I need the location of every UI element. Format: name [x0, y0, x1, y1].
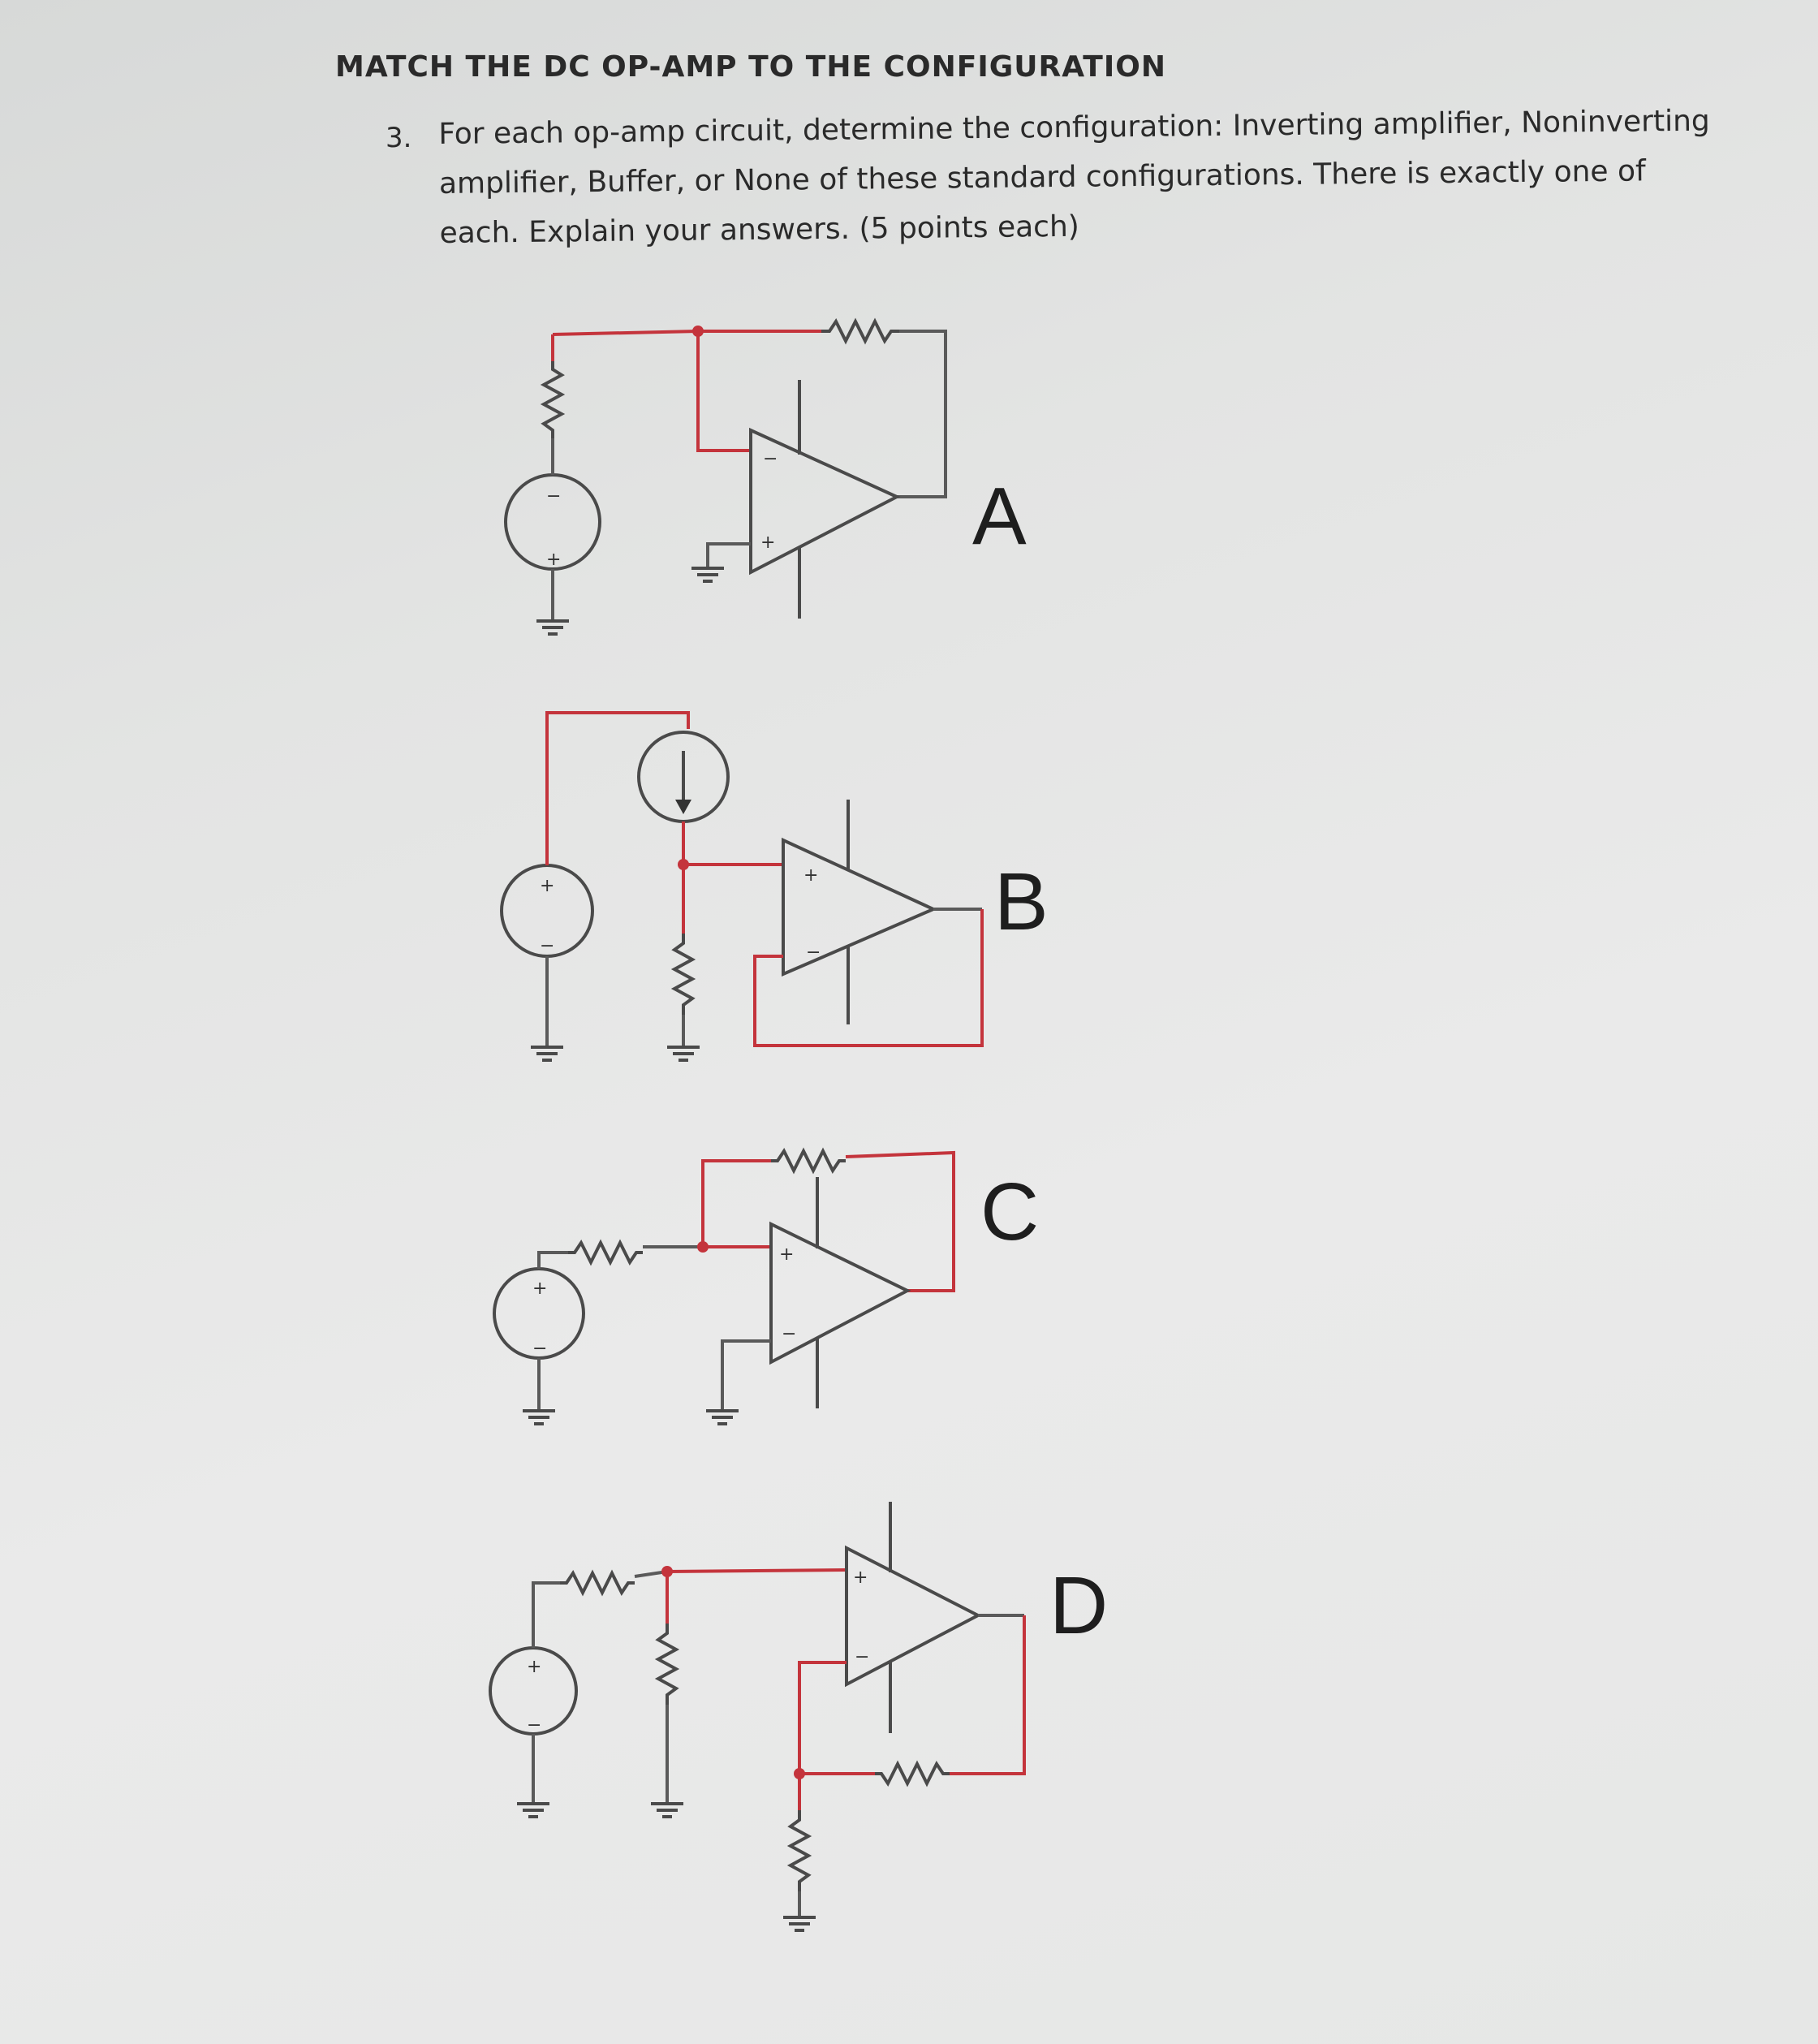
resistor-icon	[568, 1243, 643, 1262]
question-text: For each op-amp circuit, determine the configuration: Inverting amplifier, Noninverting amplifier, Buffer, or None of these standard configurations. There is exactly one of each. Explain your answers. (5 points each)	[438, 104, 1710, 250]
ground-icon	[517, 1804, 549, 1817]
inverting-input-sign-c: −	[782, 1324, 797, 1344]
circuit-b	[502, 713, 1049, 1060]
noninverting-input-sign-d: +	[853, 1567, 868, 1588]
ground-icon	[651, 1804, 683, 1817]
ground-icon	[667, 1047, 700, 1060]
source-minus-sign-b: −	[540, 936, 555, 956]
inverting-input-sign-d: −	[855, 1647, 870, 1667]
source-plus-sign-d: +	[527, 1657, 542, 1677]
ground-icon	[706, 1411, 739, 1424]
source-plus-sign-b: +	[540, 876, 555, 896]
noninverting-input-sign-c: +	[779, 1244, 795, 1265]
arrow-down-icon	[675, 800, 691, 814]
circuit-a	[506, 321, 1027, 634]
source-minus-sign-a: −	[546, 486, 562, 507]
resistor-icon	[658, 1624, 676, 1705]
resistor-icon	[544, 361, 562, 438]
inverting-input-sign-b: −	[806, 942, 821, 963]
label-b: B	[994, 856, 1049, 947]
ground-icon	[783, 1917, 816, 1930]
source-plus-sign-a: +	[546, 550, 562, 570]
resistor-icon	[560, 1573, 635, 1593]
resistor-icon	[875, 1764, 950, 1783]
ground-icon	[523, 1411, 555, 1424]
circuit-d	[490, 1502, 1108, 1930]
source-plus-sign-c: +	[532, 1279, 548, 1299]
circuit-c	[494, 1151, 1039, 1424]
ground-icon	[536, 621, 569, 634]
noninverting-input-sign-a: +	[760, 533, 776, 553]
label-d: D	[1049, 1560, 1109, 1651]
section-heading: MATCH THE DC OP-AMP TO THE CONFIGURATION	[335, 50, 1166, 84]
inverting-input-sign-a: −	[763, 449, 778, 469]
source-minus-sign-c: −	[532, 1339, 548, 1359]
question-number: 3.	[386, 122, 412, 154]
resistor-icon	[821, 321, 899, 341]
source-minus-sign-d: −	[527, 1715, 542, 1736]
ground-icon	[691, 568, 724, 581]
resistor-icon	[674, 934, 692, 1015]
ground-icon	[531, 1047, 563, 1060]
resistor-icon	[771, 1151, 846, 1171]
resistor-icon	[791, 1810, 808, 1891]
label-c: C	[980, 1166, 1040, 1257]
label-a: A	[972, 471, 1027, 562]
noninverting-input-sign-b: +	[803, 865, 819, 886]
